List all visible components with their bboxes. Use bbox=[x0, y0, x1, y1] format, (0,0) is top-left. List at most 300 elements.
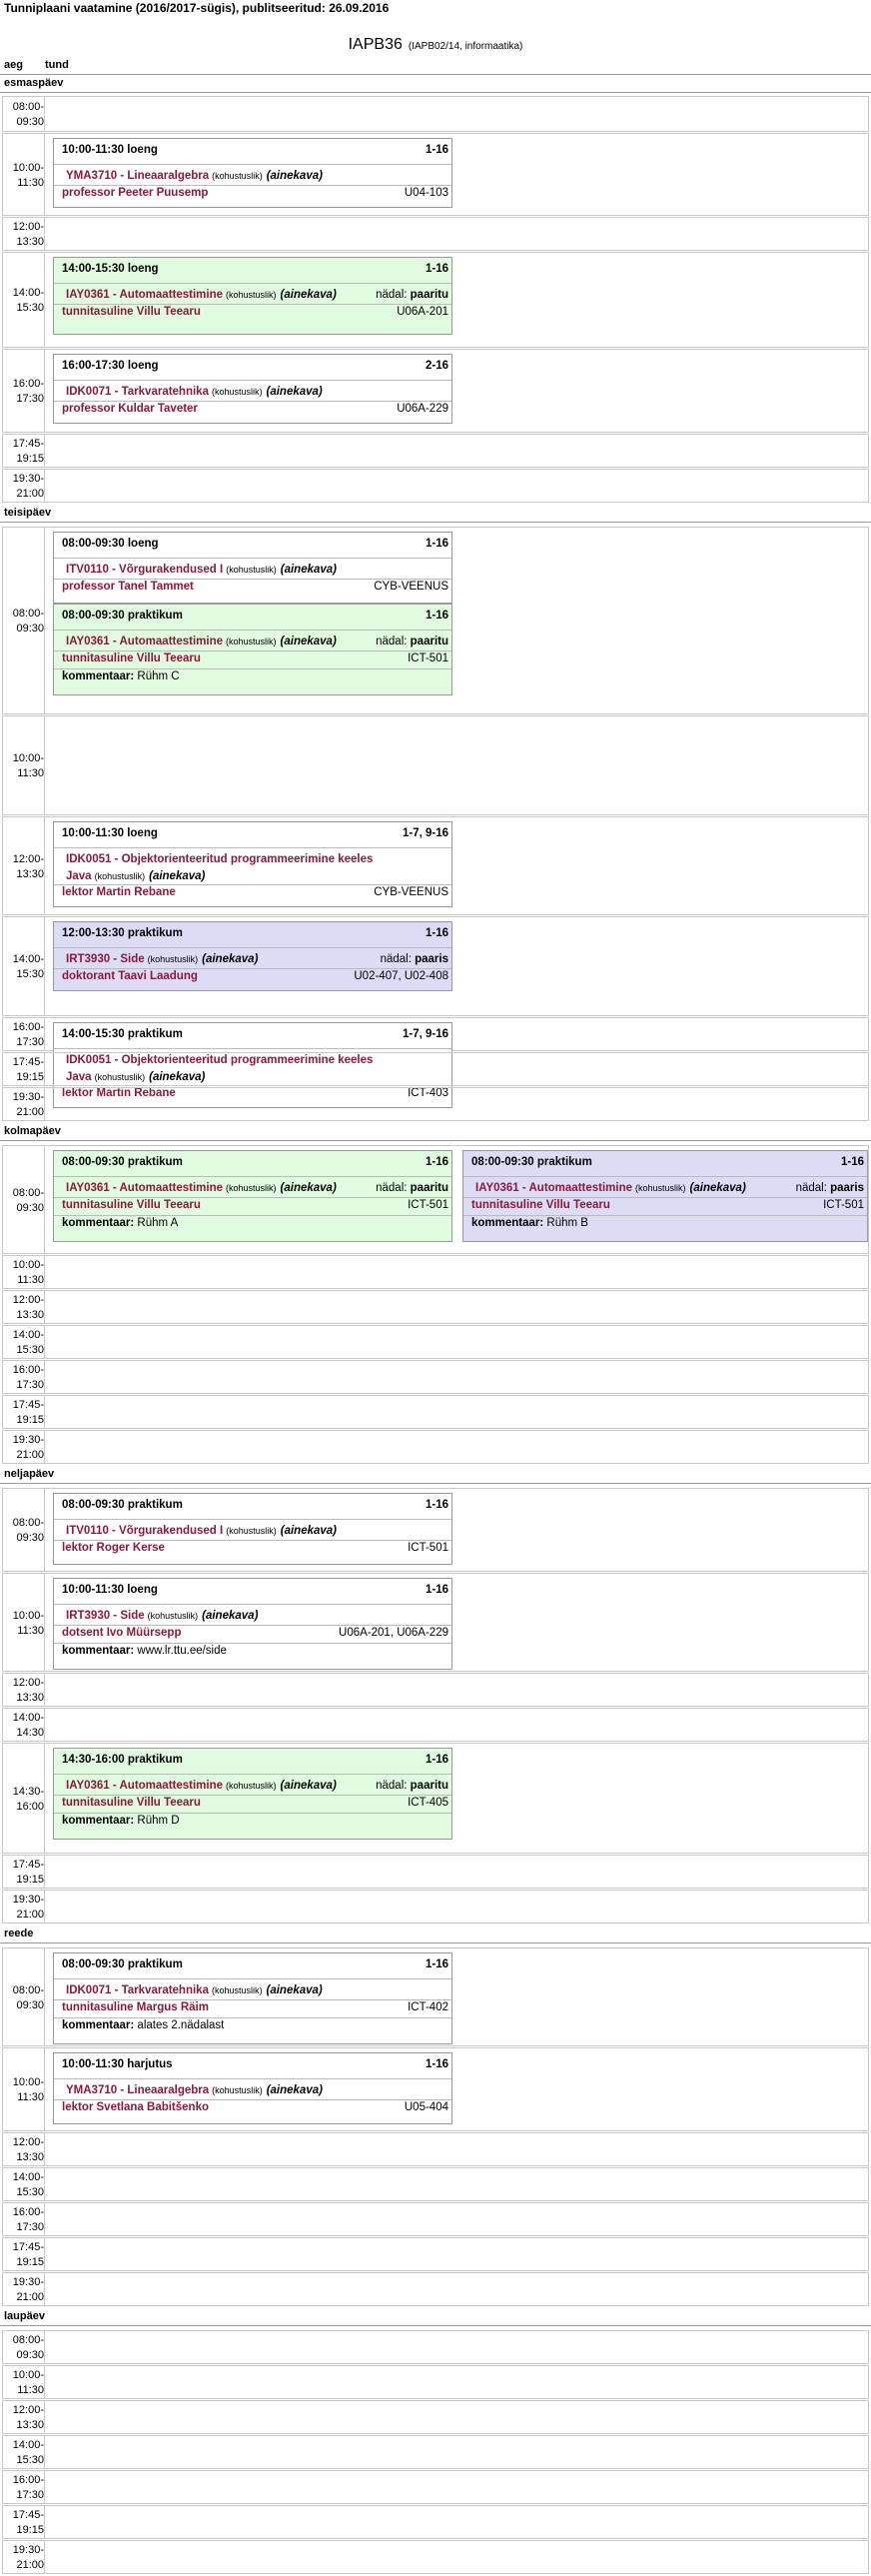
teacher-row bbox=[54, 1625, 451, 1643]
room: U02-407, U02-408 bbox=[354, 970, 448, 982]
syllabus-link[interactable]: (ainekava) bbox=[266, 1984, 323, 1996]
teacher-link[interactable]: professor Tanel Tammet bbox=[62, 581, 194, 593]
course-row bbox=[54, 1176, 451, 1197]
slot-time: 08:00- 09:30 bbox=[12, 1517, 44, 1544]
time-slot bbox=[2, 1708, 869, 1742]
room: ICT-501 bbox=[408, 652, 448, 664]
lesson-weeks: 2-16 bbox=[425, 360, 448, 372]
room: ICT-403 bbox=[408, 1087, 448, 1099]
day-name: laupäev bbox=[4, 2310, 45, 2322]
time-slot bbox=[2, 1360, 869, 1394]
lesson-time-type: 12:00-13:30 praktikum bbox=[62, 927, 183, 939]
slot-time: 12:00- 13:30 bbox=[12, 221, 44, 248]
slot-time: 19:30- 21:00 bbox=[12, 473, 44, 500]
lesson-card[interactable] bbox=[53, 138, 452, 208]
lesson-time-type: 16:00-17:30 loeng bbox=[62, 360, 159, 372]
course-row bbox=[54, 164, 451, 185]
time-slot bbox=[2, 1395, 869, 1429]
comment-label: kommentaar: bbox=[62, 1815, 135, 1827]
parity-value: paaritu bbox=[410, 1780, 448, 1792]
lesson-header bbox=[54, 605, 451, 630]
slot-cell bbox=[44, 1674, 868, 1706]
time-slot bbox=[2, 2132, 869, 2166]
course-link[interactable]: IDK0071 - Tarkvaratehnika bbox=[66, 386, 209, 398]
room: U06A-201 bbox=[397, 306, 448, 318]
lesson-weeks: 1-16 bbox=[425, 610, 448, 622]
syllabus-link[interactable]: (ainekava) bbox=[266, 2084, 323, 2096]
lesson-header bbox=[54, 1579, 451, 1604]
slot-time: 14:00- 15:30 bbox=[12, 287, 44, 314]
slot-cell bbox=[44, 2048, 868, 2130]
lesson-weeks: 1-16 bbox=[425, 263, 448, 275]
obligatory-tag: (kohustuslik) bbox=[226, 1781, 277, 1791]
course-link[interactable]: YMA3710 - Lineaaralgebra bbox=[66, 2084, 210, 2096]
lesson-card[interactable] bbox=[53, 1748, 452, 1840]
slot-cell bbox=[44, 1709, 868, 1741]
time-slot bbox=[2, 1947, 869, 2046]
comment-text: Rühm C bbox=[137, 670, 180, 682]
slot-cell bbox=[44, 1396, 868, 1428]
lesson-weeks: 1-16 bbox=[425, 2058, 448, 2070]
slot-time: 16:00- 17:30 bbox=[12, 378, 44, 405]
slot-cell bbox=[44, 2273, 868, 2305]
parity-value: paaris bbox=[415, 953, 448, 965]
obligatory-tag: (kohustuslik) bbox=[226, 1183, 277, 1193]
teacher-row bbox=[54, 650, 451, 668]
day-name: teisipäev bbox=[4, 507, 52, 519]
slot-time: 19:30- 21:00 bbox=[12, 2276, 44, 2303]
obligatory-tag: (kohustuslik) bbox=[147, 1611, 199, 1621]
column-header-time: aeg bbox=[4, 59, 23, 71]
course-row bbox=[54, 630, 451, 650]
obligatory-tag: (kohustuslik) bbox=[226, 1526, 277, 1536]
time-slot bbox=[2, 1673, 869, 1707]
slot-cell bbox=[44, 435, 868, 467]
lesson-card[interactable] bbox=[53, 257, 452, 335]
slot-time: 16:00- 17:30 bbox=[12, 1021, 44, 1048]
time-slot bbox=[2, 2435, 869, 2469]
obligatory-tag: (kohustuslik) bbox=[212, 171, 263, 181]
lesson-time-type: 08:00-09:30 praktikum bbox=[62, 1499, 183, 1511]
lesson-header bbox=[54, 139, 451, 164]
lesson-time-type: 10:00-11:30 loeng bbox=[62, 827, 158, 839]
teacher-link[interactable]: tunnitasuline Margus Räim bbox=[62, 2001, 209, 2013]
slot-cell bbox=[44, 716, 868, 814]
lesson-weeks: 1-16 bbox=[425, 144, 448, 156]
time-slot bbox=[2, 217, 869, 251]
slot-cell bbox=[44, 1326, 868, 1358]
teacher-row bbox=[54, 304, 451, 322]
lesson-weeks: 1-16 bbox=[840, 1156, 864, 1168]
week-label: nädal: bbox=[376, 636, 408, 647]
lesson-header bbox=[54, 922, 451, 947]
slot-time: 08:00- 09:30 bbox=[12, 1983, 44, 2011]
course-link[interactable]: ITV0110 - Võrgurakendused I bbox=[66, 1525, 224, 1537]
slot-time: 10:00- 11:30 bbox=[12, 752, 44, 779]
syllabus-link[interactable]: (ainekava) bbox=[280, 289, 337, 301]
course-link[interactable]: IAY0361 - Automaattestimine bbox=[66, 636, 224, 647]
slot-cell bbox=[44, 97, 868, 131]
day-divider bbox=[0, 1483, 871, 1484]
teacher-row bbox=[54, 579, 451, 597]
lesson-header bbox=[54, 258, 451, 283]
lesson-card[interactable] bbox=[53, 532, 452, 604]
time-slot bbox=[2, 1290, 869, 1324]
room: U04-103 bbox=[404, 187, 448, 199]
slot-cell bbox=[44, 1088, 868, 1120]
time-slot bbox=[2, 2237, 869, 2271]
time-slot bbox=[2, 1087, 869, 1121]
syllabus-link[interactable]: (ainekava) bbox=[266, 386, 323, 398]
course-link[interactable]: YMA3710 - Lineaaralgebra bbox=[66, 170, 210, 182]
course-link[interactable]: IDK0051 - Objektorienteeritud programmeerimine keeles bbox=[66, 853, 374, 865]
slot-time: 10:00- 11:30 bbox=[12, 161, 44, 189]
time-slot bbox=[2, 2505, 869, 2539]
lesson-card[interactable] bbox=[53, 821, 452, 907]
syllabus-link[interactable]: (ainekava) bbox=[280, 1780, 337, 1792]
course-link[interactable]: IAY0361 - Automaattestimine bbox=[66, 289, 224, 301]
lesson-header bbox=[54, 822, 451, 847]
teacher-row bbox=[54, 401, 451, 419]
slot-cell bbox=[44, 1431, 868, 1463]
slot-cell bbox=[44, 2133, 868, 2165]
room: CYB-VEENUS bbox=[374, 581, 448, 593]
group-subtitle: (IAPB02/14, informaatika) bbox=[408, 41, 523, 52]
slot-cell bbox=[44, 2541, 868, 2573]
lesson-time-type: 08:00-09:30 loeng bbox=[62, 538, 159, 550]
syllabus-link[interactable]: (ainekava) bbox=[280, 1182, 337, 1194]
lesson-time-type: 10:00-11:30 loeng bbox=[62, 1584, 158, 1596]
syllabus-link[interactable]: (ainekava) bbox=[280, 636, 337, 647]
teacher-link[interactable]: lektor Martin Rebane bbox=[62, 886, 176, 898]
week-label: nädal: bbox=[795, 1182, 827, 1194]
obligatory-tag: (kohustuslik) bbox=[147, 954, 199, 964]
syllabus-link[interactable]: (ainekava) bbox=[689, 1182, 746, 1194]
syllabus-link[interactable]: (ainekava) bbox=[280, 1525, 338, 1537]
lesson-card[interactable] bbox=[53, 604, 452, 695]
day-divider bbox=[0, 1140, 871, 1141]
course-link[interactable]: IAY0361 - Automaattestimine bbox=[66, 1182, 224, 1194]
comment-row bbox=[54, 1643, 451, 1661]
slot-cell bbox=[44, 917, 868, 1015]
teacher-link[interactable]: lektor Martin Rebane bbox=[62, 1087, 176, 1099]
slot-time: 14:00- 15:30 bbox=[12, 2171, 44, 2198]
syllabus-link[interactable]: (ainekava) bbox=[202, 1610, 259, 1622]
slot-cell bbox=[44, 1948, 868, 2045]
comment-text: Rühm A bbox=[137, 1217, 179, 1229]
slot-cell bbox=[44, 1361, 868, 1393]
lesson-card[interactable] bbox=[53, 1150, 452, 1242]
time-slot bbox=[2, 2400, 869, 2434]
time-slot bbox=[2, 434, 869, 468]
lesson-card[interactable] bbox=[53, 1952, 452, 2044]
time-slot bbox=[2, 1052, 869, 1086]
room: CYB-VEENUS bbox=[374, 886, 448, 898]
slot-cell bbox=[44, 1856, 868, 1888]
week-parity bbox=[381, 951, 448, 968]
divider bbox=[0, 74, 871, 75]
time-slot bbox=[2, 1325, 869, 1359]
slot-time: 19:30- 21:00 bbox=[12, 2544, 44, 2571]
lesson-time-type: 10:00-11:30 loeng bbox=[62, 144, 158, 156]
slot-time: 12:00- 13:30 bbox=[12, 1677, 44, 1704]
lesson-weeks: 1-16 bbox=[425, 1584, 448, 1596]
lesson-header bbox=[54, 1749, 451, 1774]
comment-row bbox=[463, 1215, 867, 1233]
time-slot bbox=[2, 133, 869, 216]
syllabus-link[interactable]: (ainekava) bbox=[149, 1071, 206, 1083]
comment-row bbox=[54, 1813, 451, 1831]
course-row bbox=[54, 1978, 451, 1999]
slot-time: 08:00- 09:30 bbox=[12, 608, 44, 635]
slot-time: 10:00- 11:30 bbox=[12, 1609, 44, 1637]
slot-time: 17:45- 19:15 bbox=[12, 1056, 44, 1083]
time-slot bbox=[2, 2470, 869, 2504]
lesson-time-type: 08:00-09:30 praktikum bbox=[62, 1958, 183, 1970]
lesson-time-type: 08:00-09:30 praktikum bbox=[62, 1156, 183, 1168]
teacher-link[interactable]: tunnitasuline Villu Teearu bbox=[62, 1199, 201, 1211]
teacher-link[interactable]: doktorant Taavi Laadung bbox=[62, 970, 198, 982]
teacher-row bbox=[463, 1197, 867, 1215]
room: ICT-501 bbox=[408, 1542, 448, 1554]
time-slot bbox=[2, 1430, 869, 1464]
week-label: nädal: bbox=[376, 1182, 408, 1194]
day-divider bbox=[0, 92, 871, 93]
comment-text: www.lr.ttu.ee/side bbox=[137, 1645, 227, 1657]
day-divider bbox=[0, 2325, 871, 2326]
course-link[interactable]: IAY0361 - Automaattestimine bbox=[66, 1780, 224, 1792]
time-slot bbox=[2, 349, 869, 433]
slot-cell bbox=[44, 1146, 868, 1253]
lesson-weeks: 1-16 bbox=[425, 1958, 448, 1970]
slot-cell bbox=[44, 470, 868, 502]
lesson-time-type: 08:00-09:30 praktikum bbox=[62, 610, 183, 622]
course-row bbox=[54, 1774, 451, 1795]
slot-time: 17:45- 19:15 bbox=[12, 2509, 44, 2536]
lesson-header bbox=[54, 533, 451, 558]
comment-row bbox=[54, 1215, 451, 1233]
week-label: nädal: bbox=[376, 1780, 408, 1792]
slot-cell bbox=[44, 2168, 868, 2200]
lesson-card[interactable] bbox=[53, 354, 452, 424]
lesson-weeks: 1-16 bbox=[425, 538, 448, 550]
parity-value: paaritu bbox=[410, 1182, 448, 1194]
course-link[interactable]: ITV0110 - Võrgurakendused I bbox=[66, 564, 224, 576]
obligatory-tag: (kohustuslik) bbox=[211, 387, 263, 397]
lesson-header bbox=[463, 1151, 867, 1176]
lesson-header bbox=[54, 1023, 451, 1048]
slot-cell bbox=[44, 817, 868, 914]
teacher-row bbox=[54, 1197, 451, 1215]
teacher-link[interactable]: tunnitasuline Villu Teearu bbox=[62, 306, 201, 318]
parity-value: paaritu bbox=[410, 636, 448, 647]
syllabus-link[interactable]: (ainekava) bbox=[149, 870, 206, 882]
comment-label: kommentaar: bbox=[62, 670, 135, 682]
slot-time: 08:00- 09:30 bbox=[12, 1186, 44, 1214]
course-row bbox=[54, 558, 451, 579]
teacher-row bbox=[54, 1999, 451, 2017]
slot-time: 19:30- 21:00 bbox=[12, 1091, 44, 1118]
lesson-weeks: 1-16 bbox=[425, 1156, 448, 1168]
time-slot bbox=[2, 2202, 869, 2236]
slot-time: 19:30- 21:00 bbox=[12, 1434, 44, 1461]
lesson-header bbox=[54, 355, 451, 380]
slot-cell bbox=[44, 350, 868, 432]
time-slot bbox=[2, 2330, 869, 2364]
lesson-header bbox=[54, 2053, 451, 2078]
comment-label: kommentaar: bbox=[62, 2019, 135, 2031]
slot-cell bbox=[44, 134, 868, 215]
slot-time: 14:00- 14:30 bbox=[12, 1712, 44, 1739]
teacher-link[interactable]: professor Kuldar Taveter bbox=[62, 403, 198, 415]
page-heading: Tunniplaani vaatamine (2016/2017-sügis), publitseeritud: 26.09.2016 bbox=[4, 1, 390, 15]
slot-time: 14:00- 15:30 bbox=[12, 953, 44, 980]
course-row bbox=[463, 1176, 867, 1197]
slot-time: 12:00- 13:30 bbox=[12, 2136, 44, 2163]
comment-row bbox=[54, 668, 451, 686]
slot-cell bbox=[44, 2238, 868, 2270]
obligatory-tag: (kohustuslik) bbox=[226, 565, 277, 575]
slot-cell bbox=[44, 1256, 868, 1288]
slot-time: 14:00- 15:30 bbox=[12, 1329, 44, 1356]
teacher-row bbox=[54, 1540, 451, 1558]
comment-label: kommentaar: bbox=[62, 1217, 135, 1229]
day-name: esmaspäev bbox=[4, 77, 64, 89]
time-slot bbox=[2, 96, 869, 132]
slot-cell bbox=[44, 2401, 868, 2433]
slot-time: 17:45- 19:15 bbox=[12, 2241, 44, 2268]
lesson-header bbox=[54, 1494, 451, 1519]
slot-time: 17:45- 19:15 bbox=[12, 438, 44, 465]
room: ICT-501 bbox=[408, 1199, 448, 1211]
slot-cell bbox=[44, 2471, 868, 2503]
course-link[interactable]: IDK0071 - Tarkvaratehnika bbox=[66, 1984, 209, 1996]
slot-cell bbox=[44, 1053, 868, 1085]
lesson-card[interactable] bbox=[462, 1150, 868, 1242]
week-parity bbox=[796, 1180, 864, 1197]
teacher-link[interactable]: dotsent Ivo Müürsepp bbox=[62, 1627, 182, 1639]
slot-cell bbox=[44, 528, 868, 713]
lesson-card[interactable] bbox=[53, 1578, 452, 1670]
week-parity bbox=[376, 634, 448, 650]
course-link[interactable]: IAY0361 - Automaattestimine bbox=[475, 1182, 633, 1194]
slot-cell bbox=[44, 253, 868, 347]
lesson-header bbox=[54, 1151, 451, 1176]
course-link-cont[interactable]: Java bbox=[66, 870, 92, 882]
room: U06A-201, U06A-229 bbox=[339, 1627, 448, 1639]
group-title bbox=[0, 36, 871, 54]
obligatory-tag: (kohustuslik) bbox=[635, 1183, 686, 1193]
day-divider bbox=[0, 1942, 871, 1943]
syllabus-link[interactable]: (ainekava) bbox=[202, 953, 259, 965]
slot-cell bbox=[44, 2331, 868, 2363]
time-slot bbox=[2, 2167, 869, 2201]
slot-cell bbox=[44, 2366, 868, 2398]
lesson-time-type: 14:00-15:30 praktikum bbox=[62, 1028, 183, 1040]
slot-time: 10:00- 11:30 bbox=[12, 2076, 44, 2103]
syllabus-link[interactable]: (ainekava) bbox=[280, 564, 338, 576]
teacher-row bbox=[54, 185, 451, 203]
lesson-card[interactable] bbox=[53, 2052, 452, 2124]
course-row bbox=[54, 847, 451, 884]
course-link[interactable]: IRT3930 - Side bbox=[66, 1610, 145, 1622]
comment-text: alates 2.nädalast bbox=[137, 2019, 225, 2031]
slot-time: 16:00- 17:30 bbox=[12, 2206, 44, 2233]
lesson-time-type: 08:00-09:30 praktikum bbox=[471, 1156, 592, 1168]
obligatory-tag: (kohustuslik) bbox=[226, 290, 277, 300]
slot-time: 17:45- 19:15 bbox=[12, 1859, 44, 1886]
slot-time: 08:00- 09:30 bbox=[12, 101, 44, 128]
time-slot bbox=[2, 252, 869, 348]
lesson-header bbox=[54, 1953, 451, 1978]
room: ICT-402 bbox=[408, 2001, 448, 2013]
lesson-weeks: 1-16 bbox=[425, 1754, 448, 1766]
room: U05-404 bbox=[404, 2101, 448, 2113]
group-code: IAPB36 bbox=[348, 36, 403, 53]
teacher-row bbox=[54, 884, 451, 902]
course-row bbox=[54, 283, 451, 304]
slot-time: 12:00- 13:30 bbox=[12, 852, 44, 880]
course-link-cont[interactable]: Java bbox=[66, 1071, 92, 1083]
slot-time: 12:00- 13:30 bbox=[12, 1294, 44, 1321]
column-header-lesson: tund bbox=[45, 59, 69, 71]
time-slot bbox=[2, 2365, 869, 2399]
slot-time: 19:30- 21:00 bbox=[12, 1894, 44, 1921]
course-row bbox=[54, 947, 451, 968]
slot-time: 10:00- 11:30 bbox=[12, 1259, 44, 1286]
teacher-link[interactable]: tunnitasuline Villu Teearu bbox=[62, 1797, 201, 1809]
obligatory-tag: (kohustuslik) bbox=[211, 1985, 263, 1995]
teacher-row bbox=[54, 968, 451, 986]
teacher-link[interactable]: lektor Svetlana Babitšenko bbox=[62, 2101, 209, 2113]
time-slot bbox=[2, 1488, 869, 1572]
week-parity bbox=[376, 1180, 448, 1197]
room: ICT-405 bbox=[408, 1797, 448, 1809]
room: U06A-229 bbox=[397, 403, 448, 415]
lesson-card[interactable] bbox=[53, 1493, 452, 1565]
comment-text: Rühm D bbox=[137, 1815, 180, 1827]
lesson-weeks: 1-16 bbox=[425, 927, 448, 939]
course-link[interactable]: IDK0051 - Objektorienteeritud programmeerimine keeles bbox=[66, 1054, 374, 1066]
time-slot bbox=[2, 1890, 869, 1924]
time-slot bbox=[2, 2047, 869, 2131]
week-parity bbox=[376, 1778, 448, 1795]
teacher-link[interactable]: tunnitasuline Villu Teearu bbox=[471, 1199, 610, 1211]
obligatory-tag: (kohustuslik) bbox=[94, 1072, 146, 1082]
course-row bbox=[54, 1519, 451, 1540]
teacher-link[interactable]: tunnitasuline Villu Teearu bbox=[62, 652, 201, 664]
week-parity bbox=[376, 287, 448, 304]
lesson-card[interactable] bbox=[53, 921, 452, 991]
course-row bbox=[54, 380, 451, 401]
obligatory-tag: (kohustuslik) bbox=[94, 871, 146, 881]
slot-time: 16:00- 17:30 bbox=[12, 1364, 44, 1391]
slot-cell bbox=[44, 2203, 868, 2235]
week-label: nädal: bbox=[376, 289, 408, 301]
teacher-link[interactable]: lektor Roger Kerse bbox=[62, 1542, 165, 1554]
day-name: neljapäev bbox=[4, 1468, 55, 1480]
syllabus-link[interactable]: (ainekava) bbox=[266, 170, 323, 182]
room: ICT-501 bbox=[823, 1199, 864, 1211]
comment-row bbox=[54, 2017, 451, 2035]
teacher-link[interactable]: professor Peeter Puusemp bbox=[62, 187, 209, 199]
slot-time: 08:00- 09:30 bbox=[12, 2334, 44, 2361]
course-row bbox=[54, 1604, 451, 1625]
comment-label: kommentaar: bbox=[471, 1217, 544, 1229]
time-slot bbox=[2, 715, 869, 815]
lesson-weeks: 1-16 bbox=[425, 1499, 448, 1511]
course-link[interactable]: IRT3930 - Side bbox=[66, 953, 145, 965]
